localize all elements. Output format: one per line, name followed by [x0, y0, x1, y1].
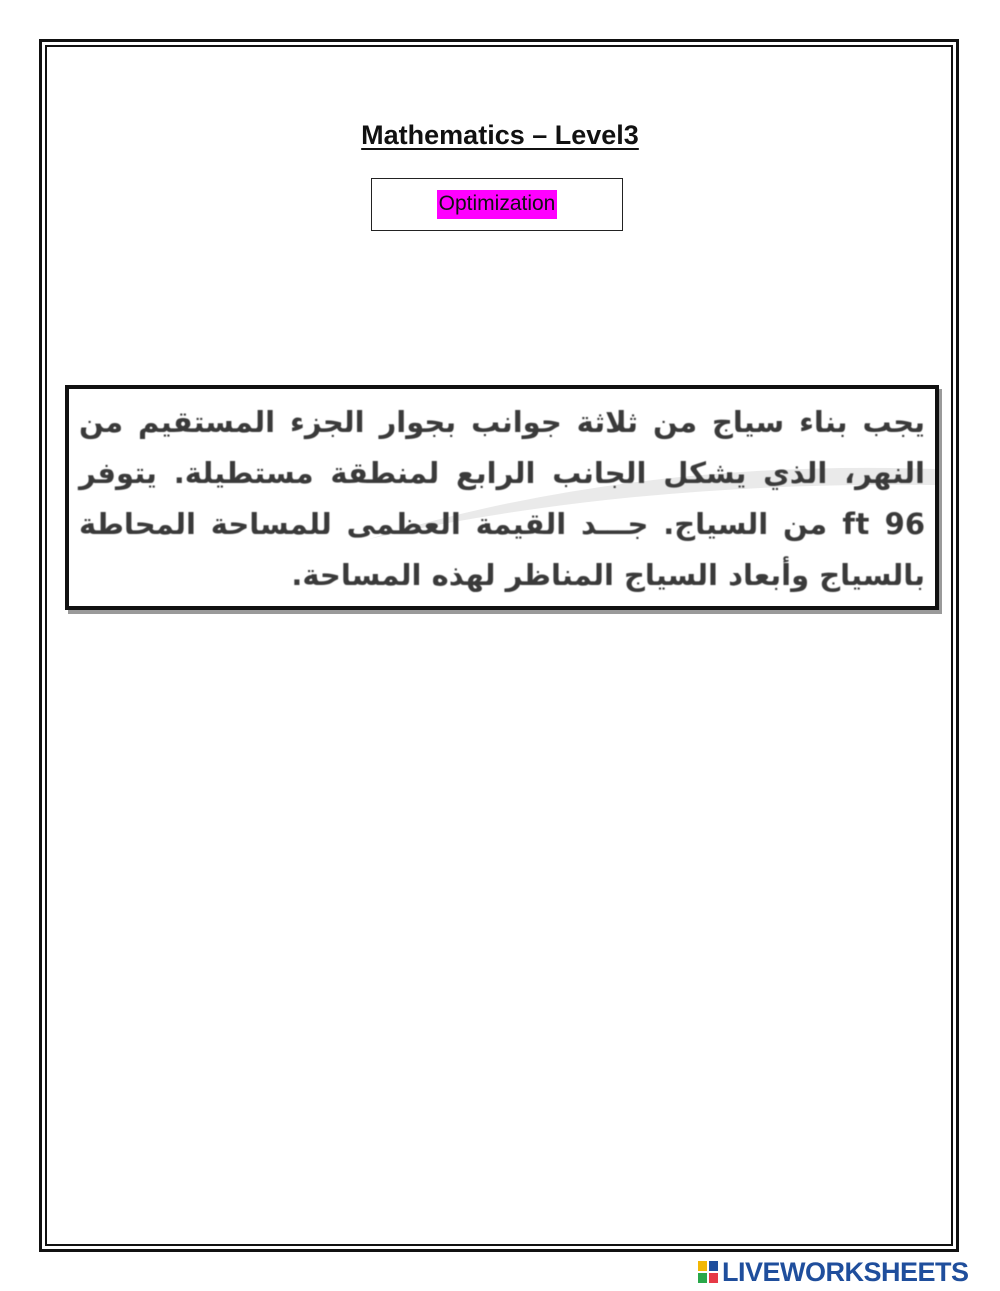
- subtitle-label: Optimization: [437, 190, 558, 218]
- liveworksheets-logo-icon: [697, 1260, 719, 1284]
- document-title: Mathematics – Level3: [361, 120, 639, 150]
- problem-statement-box: [65, 385, 939, 610]
- problem-statement-text: يجب بناء سياج من ثلاثة جوانب بجوار الجزء المستقيم من النهر، الذي يشكل الجانب الرابع لمنطقة مستطيلة. يتوفر 96 ft من السياج. جـــد القيمة العظمى للمساحة المحاطة بالسياج وأبعاد السياج المناظر لهذه المساحة.: [79, 405, 925, 592]
- logo-square-blue: [708, 1260, 719, 1272]
- subtitle-box: [371, 178, 623, 231]
- logo-square-green: [697, 1272, 708, 1284]
- logo-square-red: [708, 1272, 719, 1284]
- liveworksheets-branding[interactable]: [697, 1255, 969, 1289]
- document-title-container: [0, 120, 1000, 151]
- brand-name: LIVEWORKSHEETS: [722, 1256, 969, 1287]
- logo-square-yellow: [697, 1260, 708, 1272]
